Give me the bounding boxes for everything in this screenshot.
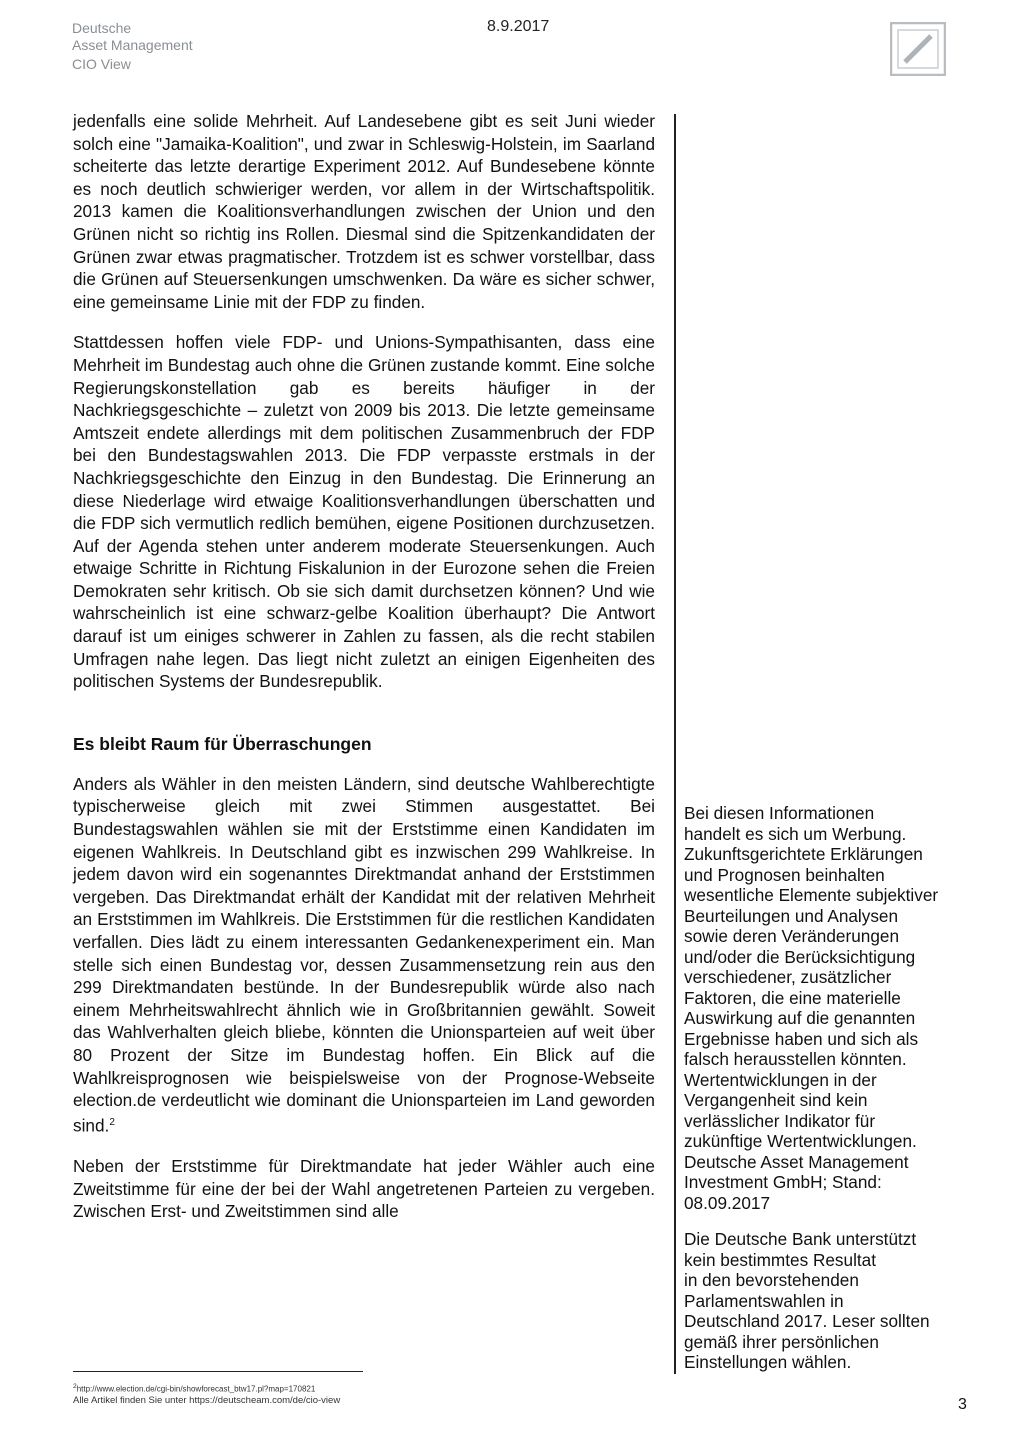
disclaimer-text-2: Die Deutsche Bank unterstützt kein bestimmtes Resultat in den bevorstehenden Parlamentswahlen in Deutschland 2017. Leser sollten gemäß ihrer persönlichen Einstellungen wählen. (684, 1229, 930, 1372)
page-number: 3 (958, 1396, 967, 1413)
brand-line-2: Asset Management (72, 37, 193, 53)
main-column (73, 110, 655, 1241)
deutsche-bank-logo-icon (890, 22, 946, 76)
paragraph-2: Stattdessen hoffen viele FDP- und Unions-Sympathisanten, dass eine Mehrheit im Bundestag auch ohne die Grünen zustande kommt. Eine solche Regierungskonstellation gab es bereits häufiger in der Nachkriegsgeschichte – zuletzt von 2009 bis 2013. Die letzte gemeinsame Amtszeit endete allerdings mit dem politischen Zusammenbruch der FDP bei den Bundestagswahlen 2013. Die FDP verpasste erstmals in der Nachkriegsgeschichte den Einzug in den Bundestag. Die Erinnerung an diese Niederlage wird etwaige Koalitionsverhandlungen überschatten und die FDP sich vermutlich redlich bemühen, eigene Positionen durchzusetzen. Auf der Agenda stehen unter anderem moderate Steuersenkungen. Auch etwaige Schritte in Richtung Fiskalunion in der Eurozone sehen die Freien Demokraten sehr kritisch. Ob sie sich damit durchsetzen können? Und wie wahrscheinlich ist eine schwarz-gelbe Koalition überhaupt? Die Antwort darauf ist um einiges schwerer in Zahlen zu fassen, als die recht stabilen Umfragen nahe legen. Das liegt nicht zuletzt an einigen Eigenheiten des politischen Systems der Bundesrepublik. (73, 332, 655, 692)
paragraph-4: Neben der Erststimme für Direktmandate hat jeder Wähler auch eine Zweitstimme für eine der bei der Wahl angetretenen Parteien zu vergeben. Zwischen Erst- und Zweitstimmen sind alle (73, 1156, 655, 1222)
brand-line-1: Deutsche (72, 20, 132, 36)
section-heading: Es bleibt Raum für Überraschungen (73, 733, 372, 754)
brand-line-3: CIO View (72, 56, 131, 72)
sidebar-disclaimer (684, 803, 984, 1389)
footnote-number: 2 (73, 1383, 77, 1390)
disclaimer-text-1: Bei diesen Informationen handelt es sich um Werbung. Zukunftsgerichtete Erklärungen und Prognosen beinhalten wesentliche Elemente subjektiver Beurteilungen und Analysen sowie deren Veränderungen und/oder die Berücksichtigung verschiedener, zusätzlicher Faktoren, die eine materielle Auswirkung auf die genannten Ergebnisse haben und sich als falsch herausstellen könnten. Wertentwicklungen in der Vergangenheit sind kein verlässlicher Indikator für zukünftige Wertentwicklungen. Deutsche Asset Management Investment GmbH; Stand: 08.09.2017 (684, 803, 939, 1213)
paragraph-3-text: Anders als Wähler in den meisten Ländern, sind deutsche Wahlberechtigte typischerweise gleich mit zwei Stimmen ausgestattet. Bei Bundestagswahlen wählen sie mit der Erststimme einen Kandidaten im eigenen Wahlkreis. In Deutschland gibt es inzwischen 299 Wahlkreise. In jedem davon wird ein sogenanntes Direktmandat anhand der Erststimmen vergeben. Das Direktmandat erhält der Kandidat mit der relativen Mehrheit an Erststimmen im Wahlkreis. Die Erststimmen für die restlichen Kandidaten verfallen. Dies lädt zu einem interessanten Gedankenexperiment ein. Man stelle sich einen Bundestag vor, dessen Zusammensetzung rein aus den 299 Direktmandaten bestünde. In der Bundesrepublik würde also nach einem Mehrheitswahlrecht ähnlich wie in Großbritannien gewählt. Soweit das Wahlverhalten gleich bliebe, könnten die Unionsparteien auf weit über 80 Prozent der Sitze im Bundestag hoffen. Ein Blick auf die Wahlkreisprognosen wie beispielsweise von der Prognose-Webseite election.de verdeutlicht wie dominant die Unionsparteien im Land geworden sind. (73, 773, 655, 1136)
paragraph-1: jedenfalls eine solide Mehrheit. Auf Landesebene gibt es seit Juni wieder solch eine "Jamaika-Koalition", und zwar in Schleswig-Holstein, im Saarland scheiterte das letzte derartige Experiment 2012. Auf Bundesebene könnte es noch deutlich schwieriger werden, vor allem in der Wirtschaftspolitik. 2013 kamen die Koalitionsverhandlungen zwischen der Union und den Grünen nicht so richtig ins Rollen. Diesmal sind die Spitzenkandidaten der Grünen zwar etwas pragmatischer. Trotzdem ist es schwer vorstellbar, dass die Grünen auf Steuersenkungen umschwenken. Da wäre es sicher schwer, eine gemeinsame Linie mit der FDP zu finden. (73, 111, 655, 312)
footnote-ref[interactable]: 2 (109, 1116, 115, 1128)
articles-note[interactable]: Alle Artikel finden Sie unter https://deutscheam.com/de/cio-view (73, 1395, 341, 1406)
footnote (73, 1381, 315, 1396)
column-divider (674, 114, 676, 1374)
footnote-divider (73, 1371, 363, 1372)
paragraph-3 (73, 773, 655, 1137)
brand-block (72, 20, 193, 73)
footnote-link[interactable]: http://www.election.de/cgi-bin/showforecast_btw17.pl?map=170821 (76, 1384, 316, 1394)
document-date: 8.9.2017 (487, 18, 550, 35)
